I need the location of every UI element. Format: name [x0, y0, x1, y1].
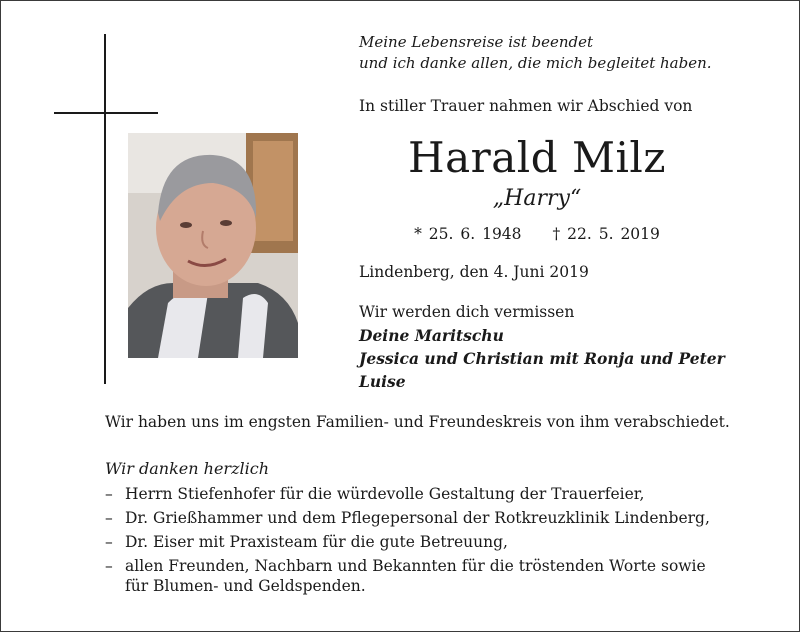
intro-text: In stiller Trauer nahmen wir Abschied von [359, 97, 693, 115]
thanks-item [105, 508, 710, 528]
signature-line: Jessica und Christian mit Ronja und Peter [359, 349, 725, 368]
cross-icon [104, 34, 106, 384]
signatures [359, 324, 725, 393]
deceased-nickname: „Harry“ [492, 186, 582, 211]
dash-bullet: – [105, 557, 113, 575]
dash-bullet: – [105, 509, 113, 527]
cross-icon-bar [54, 112, 158, 114]
motto-line-2: und ich danke allen, die mich begleitet haben. [359, 54, 712, 72]
thanks-item-text: Dr. Eiser mit Praxisteam für die gute Betreuung, [125, 533, 508, 551]
birth-date: * 25. 6. 1948 [414, 225, 522, 243]
life-dates [359, 225, 715, 243]
thanks-item [105, 484, 710, 504]
signature-line: Deine Maritschu [359, 326, 504, 345]
motto [359, 32, 712, 74]
miss-text: Wir werden dich vermissen [359, 303, 575, 321]
death-date: † 22. 5. 2019 [552, 225, 660, 243]
thanks-title: Wir danken herzlich [105, 459, 270, 478]
thanks-item-text: allen Freunden, Nachbarn und Bekannten für die tröstenden Worte sowie [125, 557, 706, 575]
dash-bullet: – [105, 533, 113, 551]
motto-line-1: Meine Lebensreise ist beendet [359, 33, 594, 51]
farewell-text: Wir haben uns im engsten Familien- und Freundeskreis von ihm verabschiedet. [105, 413, 730, 431]
dash-bullet: – [105, 485, 113, 503]
thanks-item-text-cont: für Blumen- und Geldspenden. [125, 577, 366, 595]
thanks-item-text: Herrn Stiefenhofer für die würdevolle Gestaltung der Trauerfeier, [125, 485, 645, 503]
thanks-item [105, 532, 710, 552]
thanks-item [105, 556, 710, 596]
thanks-item-text: Dr. Grießhammer und dem Pflegepersonal der Rotkreuzklinik Lindenberg, [125, 509, 710, 527]
portrait-illustration [128, 133, 298, 358]
portrait-photo [128, 133, 298, 358]
deceased-name: Harald Milz [408, 133, 666, 182]
thanks-list [105, 484, 710, 596]
place-date: Lindenberg, den 4. Juni 2019 [359, 263, 589, 281]
signature-line: Luise [359, 372, 406, 391]
